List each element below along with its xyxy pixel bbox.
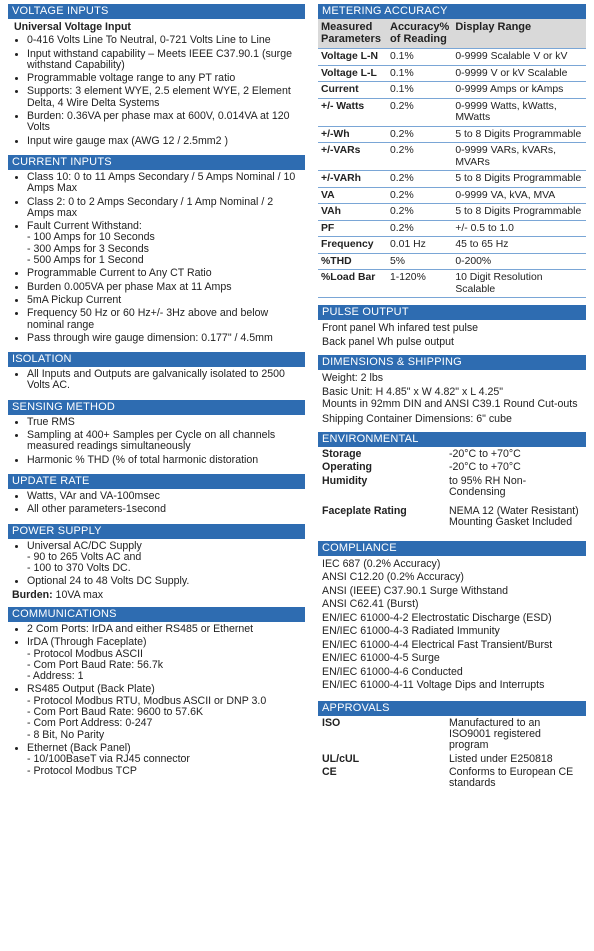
section-header: CURRENT INPUTS bbox=[8, 155, 305, 170]
left-column bbox=[8, 4, 305, 785]
list-item: • Class 2: 0 to 2 Amps Secondary / 1 Amp Nominal / 2 Amps max bbox=[27, 197, 301, 222]
spec-list bbox=[12, 417, 301, 468]
range-cell: 45 to 65 Hz bbox=[452, 237, 586, 254]
sub-item: - 10/100BaseT via RJ45 connector bbox=[27, 753, 190, 766]
text-line: Front panel Wh infared test pulse bbox=[322, 322, 479, 334]
text-line: IEC 687 (0.2% Accuracy) bbox=[322, 557, 441, 570]
accuracy-cell: 0.1% bbox=[387, 65, 452, 82]
section-header: UPDATE RATE bbox=[8, 474, 305, 489]
sub-item: - 100 Amps for 10 Seconds bbox=[27, 231, 155, 244]
accuracy-cell: 0.2% bbox=[387, 143, 452, 171]
list-item: • Harmonic % THD (% of total harmonic distoration bbox=[27, 455, 301, 468]
text-line: EN/IEC 61000-4-3 Radiated Immunity bbox=[322, 625, 500, 638]
approval-value: Manufactured to an ISO9001 registered program bbox=[449, 716, 541, 752]
sub-item: - Protocol Modbus RTU, Modbus ASCII or DNP 3.0 bbox=[27, 694, 267, 707]
sub-item: - Com Port Baud Rate: 9600 to 57.6K bbox=[27, 706, 204, 719]
approval-label: CE bbox=[322, 765, 337, 778]
table-header-row bbox=[318, 19, 586, 49]
section-header: ENVIRONMENTAL bbox=[318, 432, 586, 447]
parameter-cell: VAh bbox=[318, 204, 387, 221]
table-row bbox=[318, 204, 586, 221]
accuracy-cell: 0.2% bbox=[387, 98, 452, 126]
range-cell: 0-9999 Scalable V or kV bbox=[452, 49, 586, 66]
section-header: COMMUNICATIONS bbox=[8, 607, 305, 622]
list-item: • Pass through wire gauge dimension: 0.177" / 4.5mm bbox=[27, 333, 301, 346]
text-line: ANSI C62.41 (Burst) bbox=[322, 598, 419, 611]
list-item: • Frequency 50 Hz or 60 Hz+/- 3Hz above and below nominal range bbox=[27, 308, 301, 333]
text-line: Basic Unit: H 4.85" x W 4.82" x L 4.25" bbox=[322, 385, 504, 398]
text-line: EN/IEC 61000-4-4 Electrical Fast Transient/Burst bbox=[322, 638, 553, 651]
parameter-cell: %Load Bar bbox=[318, 270, 387, 298]
list-item bbox=[27, 684, 301, 742]
text-line: Shipping Container Dimensions: 6" cube bbox=[322, 412, 512, 425]
section-header: ISOLATION bbox=[8, 352, 305, 367]
section-header: DIMENSIONS & SHIPPING bbox=[318, 355, 586, 370]
list-item: • Burden: 0.36VA per phase max at 600V, 0.014VA at 120 Volts bbox=[27, 111, 301, 136]
env-value: -20°C to +70°C bbox=[449, 448, 521, 460]
env-label: Faceplate Rating bbox=[322, 505, 407, 518]
list-item bbox=[27, 743, 301, 779]
range-cell: 0-200% bbox=[452, 253, 586, 270]
metering-table bbox=[318, 19, 586, 298]
parameter-cell: +/- Watts bbox=[318, 98, 387, 126]
sub-item: - 8 Bit, No Parity bbox=[27, 728, 105, 741]
dimensions-section bbox=[318, 355, 586, 432]
env-row bbox=[322, 462, 582, 473]
table-row bbox=[318, 82, 586, 99]
list-item: • True RMS bbox=[27, 417, 301, 430]
sub-item: - Protocol Modbus TCP bbox=[27, 764, 137, 777]
list-item: • 5mA Pickup Current bbox=[27, 295, 301, 308]
sub-item: - Protocol Modbus ASCII bbox=[27, 647, 143, 660]
range-cell: +/- 0.5 to 1.0 bbox=[452, 220, 586, 237]
accuracy-cell: 0.1% bbox=[387, 82, 452, 99]
column-header: Measured Parameters bbox=[318, 19, 387, 49]
sub-item: - Com Port Address: 0-247 bbox=[27, 717, 153, 730]
text-line: EN/IEC 61000-4-11 Voltage Dips and Interrupts bbox=[322, 679, 545, 692]
approval-row bbox=[322, 754, 582, 765]
sub-item: - 300 Amps for 3 Seconds bbox=[27, 242, 149, 255]
spec-list bbox=[12, 624, 301, 779]
list-item-label: IrDA (Through Faceplate) bbox=[27, 636, 147, 649]
accuracy-cell: 0.2% bbox=[387, 171, 452, 188]
parameter-cell: +/-Wh bbox=[318, 126, 387, 143]
parameter-cell: PF bbox=[318, 220, 387, 237]
parameter-cell: Voltage L-N bbox=[318, 49, 387, 66]
table-row bbox=[318, 270, 586, 298]
env-row bbox=[322, 476, 582, 499]
section-header: METERING ACCURACY bbox=[318, 4, 586, 19]
env-label: Operating bbox=[322, 461, 373, 474]
list-item-label: Ethernet (Back Panel) bbox=[27, 741, 131, 754]
spec-list bbox=[12, 172, 301, 346]
parameter-cell: %THD bbox=[318, 253, 387, 270]
metering-table-body bbox=[318, 49, 586, 298]
env-row bbox=[322, 449, 582, 460]
sub-item: - Address: 1 bbox=[27, 670, 84, 683]
right-column bbox=[318, 4, 586, 798]
accuracy-cell: 0.2% bbox=[387, 126, 452, 143]
env-value: NEMA 12 (Water Resistant) Mounting Gasket Included bbox=[449, 505, 579, 529]
spec-list bbox=[12, 35, 301, 149]
table-row bbox=[318, 126, 586, 143]
section-subtitle: Universal Voltage Input bbox=[14, 21, 131, 33]
list-item: • Optional 24 to 48 Volts DC Supply. bbox=[27, 576, 301, 589]
section-header: POWER SUPPLY bbox=[8, 524, 305, 539]
table-row bbox=[318, 143, 586, 171]
list-item: • Programmable Current to Any CT Ratio bbox=[27, 268, 301, 281]
burden-label: Burden: bbox=[12, 588, 53, 601]
list-item: • 2 Com Ports: IrDA and either RS485 or Ethernet bbox=[27, 624, 301, 637]
list-item: • All other parameters-1second bbox=[27, 504, 301, 517]
env-value: -20°C to +70°C bbox=[449, 461, 521, 474]
list-item bbox=[27, 637, 301, 684]
accuracy-cell: 0.2% bbox=[387, 220, 452, 237]
power-supply-section bbox=[8, 524, 305, 607]
current-inputs-section bbox=[8, 155, 305, 352]
list-item: • Sampling at 400+ Samples per Cycle on all channels measured readings simultaneously bbox=[27, 430, 301, 455]
table-row bbox=[318, 98, 586, 126]
pulse-output-section bbox=[318, 305, 586, 355]
list-item: • Input wire gauge max (AWG 12 / 2.5mm2 ) bbox=[27, 136, 301, 149]
update-rate-section bbox=[8, 474, 305, 524]
voltage-inputs-section bbox=[8, 4, 305, 155]
text-line: Mounts in 92mm DIN and ANSI C39.1 Round Cut-outs bbox=[322, 398, 578, 410]
section-header: APPROVALS bbox=[318, 701, 586, 716]
approval-label: UL/cUL bbox=[322, 752, 360, 765]
parameter-cell: Frequency bbox=[318, 237, 387, 254]
range-cell: 5 to 8 Digits Programmable bbox=[452, 204, 586, 221]
column-header: Display Range bbox=[452, 19, 586, 49]
list-item: • 0-416 Volts Line To Neutral, 0-721 Volts Line to Line bbox=[27, 35, 301, 48]
text-line: Weight: 2 lbs bbox=[322, 372, 384, 384]
table-row bbox=[318, 187, 586, 204]
accuracy-cell: 1-120% bbox=[387, 270, 452, 298]
env-value: to 95% RH Non-Condensing bbox=[449, 474, 527, 498]
list-item: • Supports: 3 element WYE, 2.5 element WYE, 2 Element Delta, 4 Wire Delta Systems bbox=[27, 86, 301, 111]
text-line: EN/IEC 61000-4-6 Conducted bbox=[322, 665, 463, 678]
env-label: Humidity bbox=[322, 474, 368, 487]
list-item: • Watts, VAr and VA-100msec bbox=[27, 491, 301, 504]
range-cell: 0-9999 VARs, kVARs, MVARs bbox=[452, 143, 586, 171]
environmental-section bbox=[318, 432, 586, 537]
communications-section bbox=[8, 607, 305, 785]
isolation-section bbox=[8, 352, 305, 400]
list-item bbox=[27, 541, 301, 577]
section-header: VOLTAGE INPUTS bbox=[8, 4, 305, 19]
parameter-cell: +/-VARh bbox=[318, 171, 387, 188]
list-item: • All Inputs and Outputs are galvanically isolated to 2500 Volts AC. bbox=[27, 369, 301, 394]
range-cell: 0-9999 V or kV Scalable bbox=[452, 65, 586, 82]
section-header: COMPLIANCE bbox=[318, 541, 586, 556]
accuracy-cell: 5% bbox=[387, 253, 452, 270]
table-row bbox=[318, 49, 586, 66]
compliance-section bbox=[318, 541, 586, 699]
column-header: Accuracy% of Reading bbox=[387, 19, 452, 49]
sub-item: - 500 Amps for 1 Second bbox=[27, 254, 144, 267]
env-label: Storage bbox=[322, 448, 362, 460]
list-item-label: Fault Current Withstand: bbox=[27, 220, 142, 233]
range-cell: 5 to 8 Digits Programmable bbox=[452, 171, 586, 188]
sub-item: - 100 to 370 Volts DC. bbox=[27, 562, 131, 575]
table-row bbox=[318, 237, 586, 254]
range-cell: 0-9999 VA, kVA, MVA bbox=[452, 187, 586, 204]
metering-accuracy-section bbox=[318, 4, 586, 305]
parameter-cell: Current bbox=[318, 82, 387, 99]
sub-item: - 90 to 265 Volts AC and bbox=[27, 550, 142, 563]
table-row bbox=[318, 65, 586, 82]
text-line: EN/IEC 61000-4-2 Electrostatic Discharge (ESD) bbox=[322, 611, 552, 624]
parameter-cell: VA bbox=[318, 187, 387, 204]
env-row bbox=[322, 506, 582, 529]
text-line: ANSI (IEEE) C37.90.1 Surge Withstand bbox=[322, 584, 509, 597]
parameter-cell: Voltage L-L bbox=[318, 65, 387, 82]
text-line: Back panel Wh pulse output bbox=[322, 335, 454, 348]
range-cell: 0-9999 Watts, kWatts, MWatts bbox=[452, 98, 586, 126]
list-item bbox=[27, 221, 301, 268]
accuracy-cell: 0.2% bbox=[387, 187, 452, 204]
range-cell: 0-9999 Amps or kAmps bbox=[452, 82, 586, 99]
approval-value: Listed under E250818 bbox=[449, 752, 553, 765]
list-item: • Input withstand capability – Meets IEEE C37.90.1 (surge withstand Capability) bbox=[27, 49, 301, 74]
list-item-label: Universal AC/DC Supply bbox=[27, 539, 142, 552]
text-line: EN/IEC 61000-4-5 Surge bbox=[322, 652, 440, 665]
approvals-section bbox=[318, 701, 586, 798]
spec-list bbox=[12, 491, 301, 518]
accuracy-cell: 0.1% bbox=[387, 49, 452, 66]
text-line: ANSI C12.20 (0.2% Accuracy) bbox=[322, 571, 464, 584]
spec-list bbox=[12, 541, 301, 590]
parameter-cell: +/-VARs bbox=[318, 143, 387, 171]
sensing-method-section bbox=[8, 400, 305, 474]
list-item: • Programmable voltage range to any PT ratio bbox=[27, 73, 301, 86]
table-row bbox=[318, 171, 586, 188]
accuracy-cell: 0.01 Hz bbox=[387, 237, 452, 254]
list-item: • Burden 0.005VA per phase Max at 11 Amps bbox=[27, 282, 301, 295]
approval-value: Conforms to European CE standards bbox=[449, 765, 574, 790]
section-header: SENSING METHOD bbox=[8, 400, 305, 415]
burden-value: 10VA max bbox=[52, 588, 104, 601]
approval-row bbox=[322, 767, 582, 790]
range-cell: 10 Digit Resolution Scalable bbox=[452, 270, 586, 298]
table-row bbox=[318, 253, 586, 270]
section-header: PULSE OUTPUT bbox=[318, 305, 586, 320]
approval-label: ISO bbox=[322, 716, 341, 729]
list-item: • Class 10: 0 to 11 Amps Secondary / 5 Amps Nominal / 10 Amps Max bbox=[27, 172, 301, 197]
burden-line bbox=[12, 590, 301, 601]
accuracy-cell: 0.2% bbox=[387, 204, 452, 221]
list-item-label: RS485 Output (Back Plate) bbox=[27, 683, 155, 696]
range-cell: 5 to 8 Digits Programmable bbox=[452, 126, 586, 143]
approval-row bbox=[322, 718, 582, 752]
table-row bbox=[318, 220, 586, 237]
spec-list bbox=[12, 369, 301, 394]
sub-item: - Com Port Baud Rate: 56.7k bbox=[27, 658, 164, 671]
